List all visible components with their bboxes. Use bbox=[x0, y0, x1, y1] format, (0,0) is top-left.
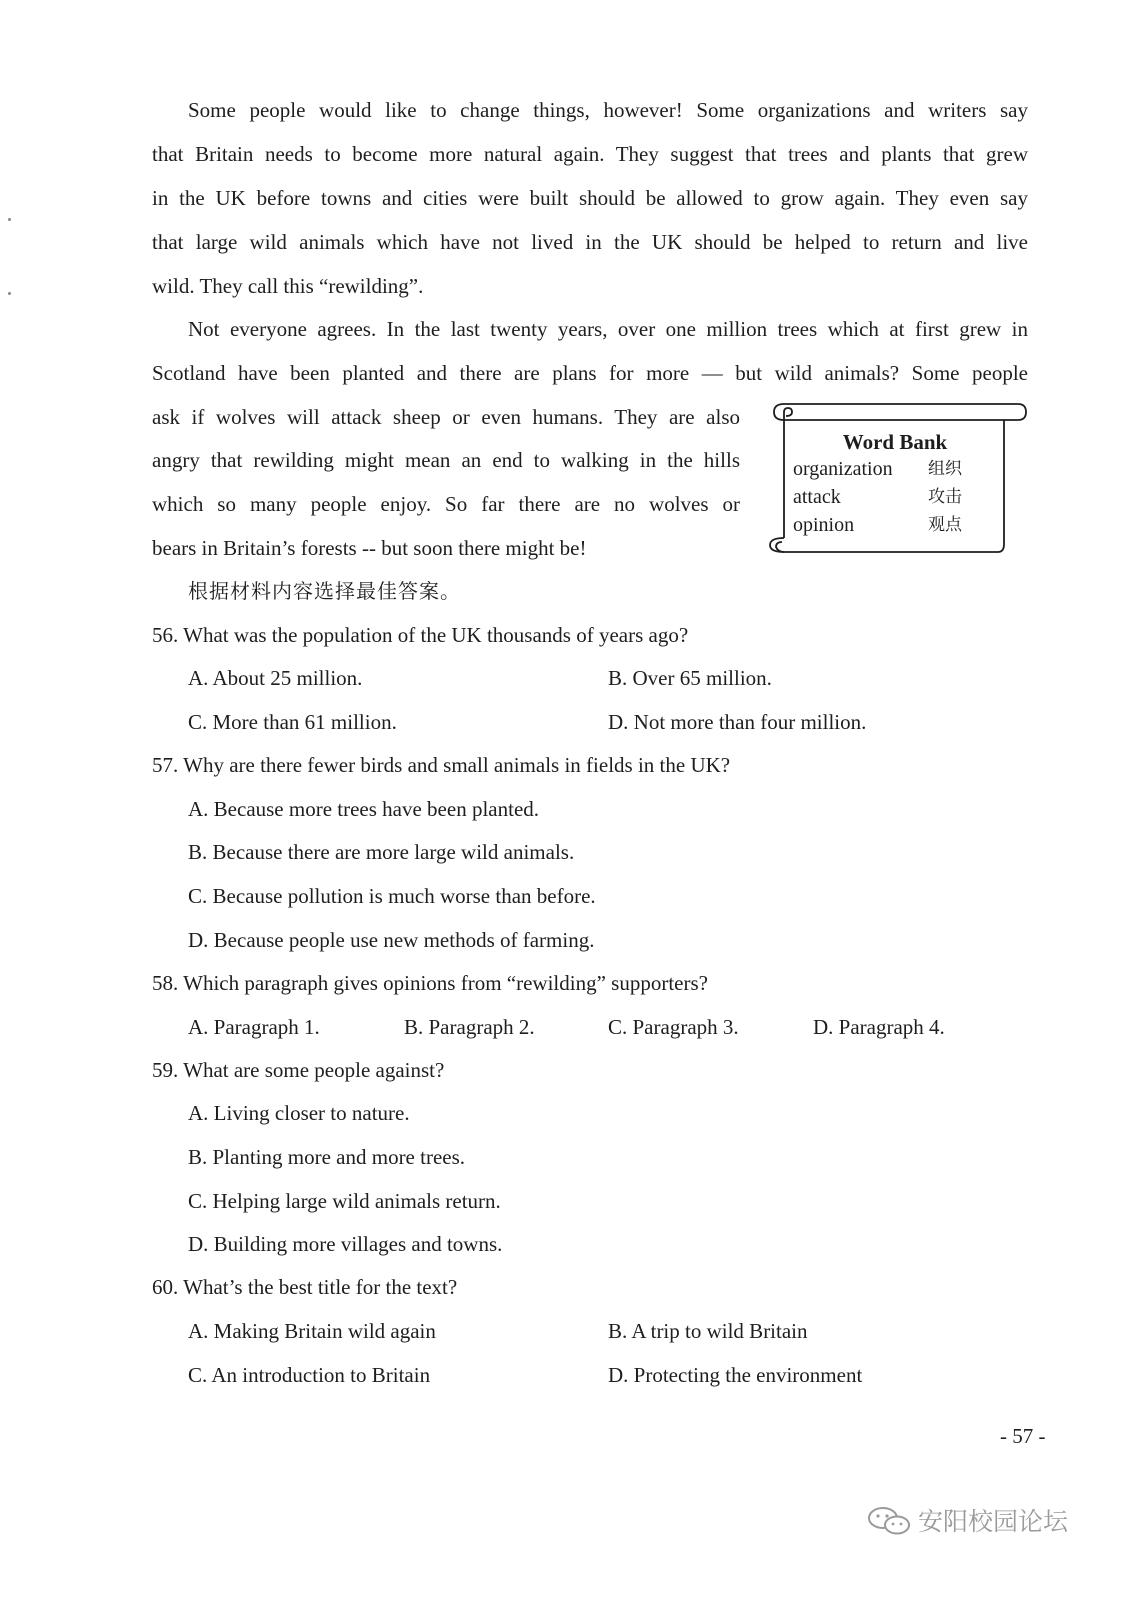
option-c: C. More than 61 million. bbox=[188, 710, 397, 734]
word-bank-box bbox=[762, 402, 1028, 554]
option-d: D. Paragraph 4. bbox=[813, 1015, 945, 1039]
word-english: opinion bbox=[793, 514, 855, 536]
text-line: which so many people enjoy. So far there are no wolves or bbox=[152, 492, 740, 516]
text-line: that large wild animals which have not lived in the UK should be helped to return and live bbox=[152, 230, 1028, 254]
text-line: Scotland have been planted and there are plans for more — but wild animals? Some people bbox=[152, 361, 1028, 385]
option-b: B. A trip to wild Britain bbox=[608, 1319, 808, 1343]
word-bank-title: Word Bank bbox=[842, 430, 948, 454]
option-c: C. Because pollution is much worse than before. bbox=[188, 884, 596, 908]
option-c: C. An introduction to Britain bbox=[188, 1363, 431, 1387]
word-english: organization bbox=[793, 458, 893, 480]
word-english: attack bbox=[793, 486, 841, 508]
text-line: that Britain needs to become more natural again. They suggest that trees and plants that grew bbox=[152, 142, 1028, 166]
option-b: B. Paragraph 2. bbox=[404, 1015, 535, 1039]
scan-speck bbox=[8, 292, 11, 295]
text-line: Not everyone agrees. In the last twenty years, over one million trees which at first grew in bbox=[188, 317, 1028, 341]
option-c: C. Paragraph 3. bbox=[608, 1015, 739, 1039]
word-chinese: 组织 bbox=[928, 459, 962, 479]
word-chinese: 观点 bbox=[928, 515, 962, 535]
option-b: B. Over 65 million. bbox=[608, 666, 772, 690]
option-d: D. Building more villages and towns. bbox=[188, 1232, 503, 1256]
text-line: bears in Britain’s forests -- but soon there might be! bbox=[152, 536, 587, 560]
option-a: A. Paragraph 1. bbox=[188, 1015, 320, 1039]
option-d: D. Not more than four million. bbox=[608, 710, 867, 734]
option-b: B. Planting more and more trees. bbox=[188, 1145, 466, 1169]
text-line: wild. They call this “rewilding”. bbox=[152, 274, 424, 298]
question-stem: 59. What are some people against? bbox=[152, 1058, 445, 1082]
watermark-text: 安阳校园论坛 bbox=[918, 1507, 1069, 1536]
question-stem: 60. What’s the best title for the text? bbox=[152, 1275, 458, 1299]
option-a: A. Living closer to nature. bbox=[188, 1101, 410, 1125]
option-a: A. Making Britain wild again bbox=[188, 1319, 436, 1343]
text-line: Some people would like to change things, however! Some organizations and writers say bbox=[188, 98, 1028, 122]
option-b: B. Because there are more large wild animals. bbox=[188, 840, 575, 864]
question-stem: 56. What was the population of the UK thousands of years ago? bbox=[152, 623, 689, 647]
option-a: A. About 25 million. bbox=[188, 666, 363, 690]
text-line: angry that rewilding might mean an end to walking in the hills bbox=[152, 448, 740, 472]
word-chinese: 攻击 bbox=[928, 487, 962, 507]
scan-speck bbox=[8, 218, 11, 221]
option-c: C. Helping large wild animals return. bbox=[188, 1189, 501, 1213]
question-stem: 57. Why are there fewer birds and small animals in fields in the UK? bbox=[152, 753, 731, 777]
page-number: - 57 - bbox=[1000, 1424, 1046, 1448]
option-a: A. Because more trees have been planted. bbox=[188, 797, 540, 821]
text-line: ask if wolves will attack sheep or even humans. They are also bbox=[152, 405, 740, 429]
option-d: D. Because people use new methods of farming. bbox=[188, 928, 595, 952]
instruction: 根据材料内容选择最佳答案。 bbox=[188, 579, 461, 603]
question-stem: 58. Which paragraph gives opinions from “rewilding” supporters? bbox=[152, 971, 708, 995]
wechat-icon bbox=[866, 1506, 912, 1536]
option-d: D. Protecting the environment bbox=[608, 1363, 863, 1387]
text-line: in the UK before towns and cities were built should be allowed to grow again. They even say bbox=[152, 186, 1028, 210]
